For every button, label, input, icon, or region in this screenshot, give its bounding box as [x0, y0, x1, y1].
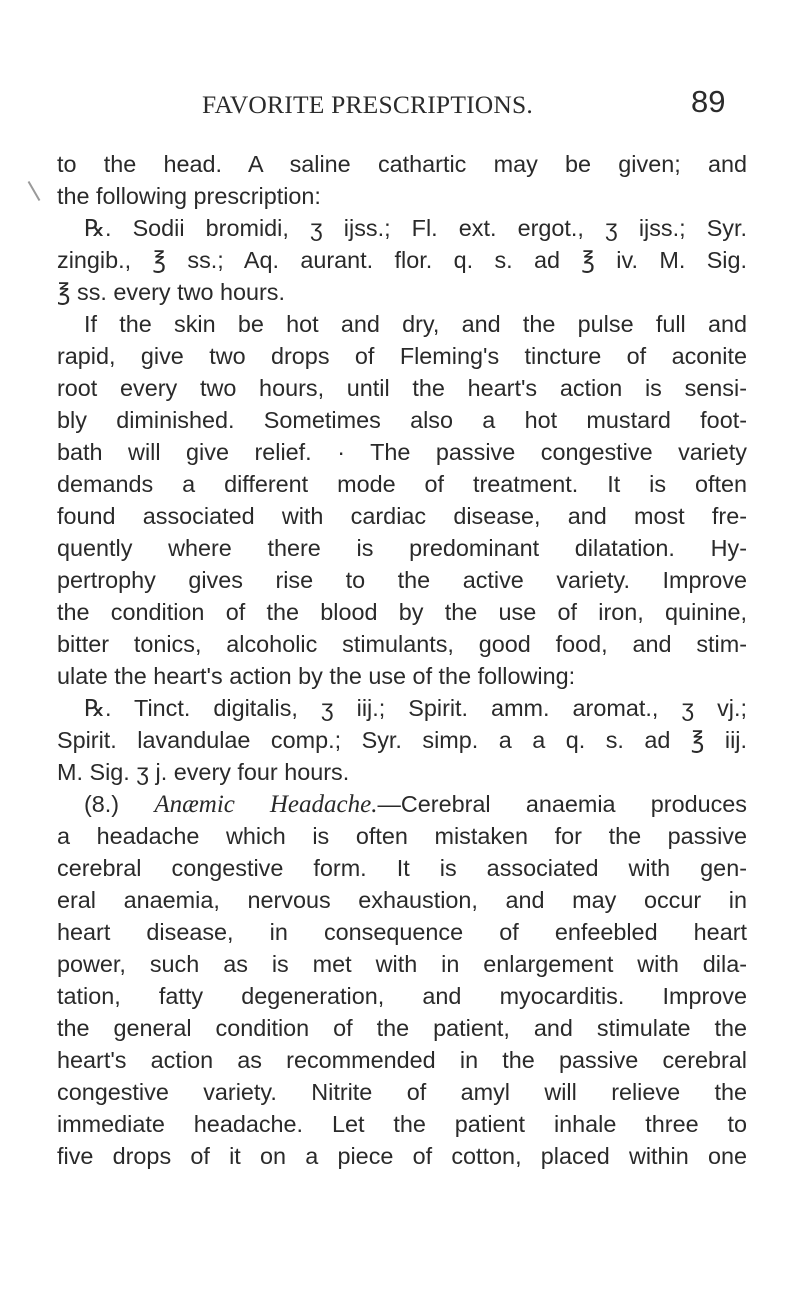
running-title: FAVORITE PRESCRIPTIONS.: [202, 90, 533, 119]
prescription-line: ℞. Sodii bromidi, ʒ ijss.; Fl. ext. ergot., ʒ ijss.; Syr.: [84, 215, 747, 241]
section-number: (8.): [84, 791, 120, 817]
text-line: bath will give relief. · The passive congestive variety: [57, 439, 747, 465]
text-line: congestive variety. Nitrite of amyl will relieve the: [57, 1079, 747, 1105]
text-line: quently where there is predominant dilatation. Hy-: [57, 535, 747, 561]
prescription-line: ℞. Tinct. digitalis, ʒ iij.; Spirit. amm. aromat., ʒ vj.;: [84, 695, 747, 721]
prescription-line: Spirit. lavandulae comp.; Syr. simp. a a q. s. ad ℥ iij.: [57, 727, 747, 753]
text-line: the general condition of the patient, and stimulate the: [57, 1015, 747, 1041]
section-title: Anæmic Headache.: [154, 791, 378, 818]
text-line: a headache which is often mistaken for the passive: [57, 823, 747, 849]
text-line: rapid, give two drops of Fleming's tincture of aconite: [57, 343, 747, 369]
text-line: pertrophy gives rise to the active variety. Improve: [57, 567, 747, 593]
text-line: the following prescription:: [57, 183, 321, 209]
text-line: If the skin be hot and dry, and the pulse full and: [84, 311, 747, 337]
text-line: root every two hours, until the heart's action is sensi-: [57, 375, 747, 401]
section-heading-line: [84, 788, 747, 821]
margin-mark: [28, 181, 41, 201]
text-line: power, such as is met with in enlargement with dila-: [57, 951, 747, 977]
prescription-line: ℥ ss. every two hours.: [57, 279, 286, 305]
prescription-line: zingib., ℥ ss.; Aq. aurant. flor. q. s. ad ℥ iv. M. Sig.: [57, 247, 747, 273]
text-line: tation, fatty degeneration, and myocarditis. Improve: [57, 983, 747, 1009]
text-line: bly diminished. Sometimes also a hot mustard foot-: [57, 407, 747, 433]
text-line: demands a different mode of treatment. It is often: [57, 471, 747, 497]
text-line: cerebral congestive form. It is associated with gen-: [57, 855, 747, 881]
text-line: ulate the heart's action by the use of the following:: [57, 663, 576, 689]
text-line: to the head. A saline cathartic may be given; and: [57, 151, 747, 177]
text-line: heart's action as recommended in the passive cerebral: [57, 1047, 747, 1073]
text-line: found associated with cardiac disease, and most fre-: [57, 503, 747, 529]
section-lead-text: —Cerebral anaemia produces: [377, 791, 748, 817]
text-line: five drops of it on a piece of cotton, placed within one: [57, 1143, 747, 1169]
text-line: eral anaemia, nervous exhaustion, and may occur in: [57, 887, 747, 913]
prescription-line: M. Sig. ʒ j. every four hours.: [57, 759, 350, 785]
text-line: the condition of the blood by the use of iron, quinine,: [57, 599, 747, 625]
page-number: 89: [691, 84, 726, 119]
text-line: heart disease, in consequence of enfeebled heart: [57, 919, 747, 945]
text-line: bitter tonics, alcoholic stimulants, good food, and stim-: [57, 631, 747, 657]
text-line: immediate headache. Let the patient inhale three to: [57, 1111, 747, 1137]
